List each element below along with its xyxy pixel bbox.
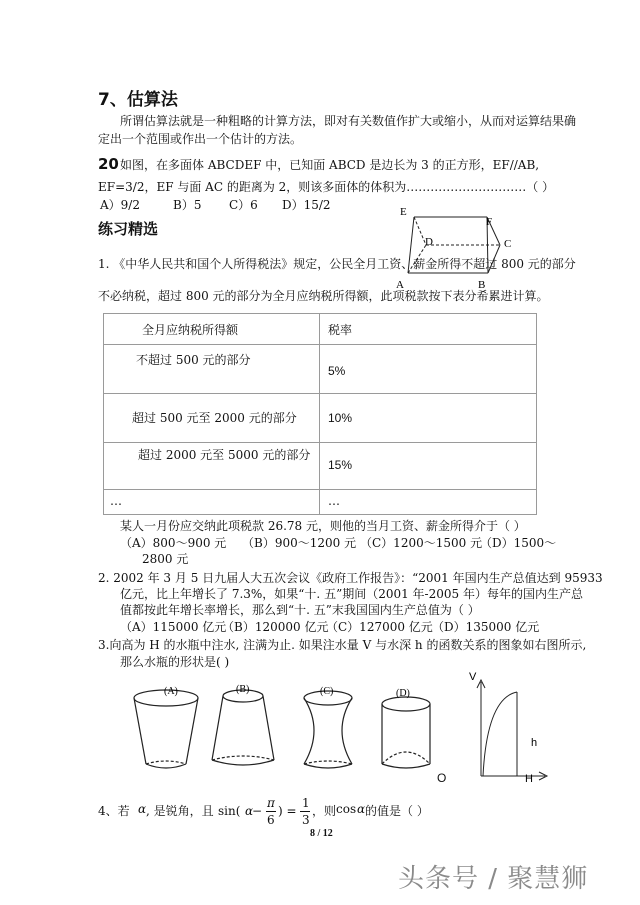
q4-mid: , 是锐角，且 bbox=[146, 804, 214, 818]
q1-line-3: 某人一月份应交纳此项税款 26.78 元，则他的当月工资、薪金所得介于（ ） bbox=[120, 519, 526, 533]
label-a: A bbox=[396, 279, 404, 291]
graph-label-H: H bbox=[525, 773, 533, 785]
section-title: 7、估算法 bbox=[98, 90, 178, 110]
graph-label-v: V bbox=[469, 671, 477, 683]
q4-alpha-2: α bbox=[245, 804, 254, 818]
example-option-b: B）5 bbox=[173, 198, 202, 212]
polyhedron-figure bbox=[392, 203, 522, 291]
q4-pi: π bbox=[267, 796, 275, 810]
q4-sin: sin( bbox=[218, 804, 241, 818]
q4-prefix: 4、若 bbox=[98, 804, 130, 818]
table-row bbox=[104, 490, 537, 515]
table-row bbox=[104, 443, 537, 490]
q2-line-3: 值都按此年增长率增长，那么到“十. 五”末我国国内生产总值为（ ） bbox=[120, 603, 480, 617]
q4-six: 6 bbox=[267, 813, 275, 827]
choice-d-label: (D) bbox=[396, 688, 410, 699]
q1-option-d-cont: 2800 元 bbox=[142, 552, 189, 566]
label-d: D bbox=[425, 236, 433, 248]
bottle-shapes-figure bbox=[128, 680, 458, 780]
table-row bbox=[104, 394, 537, 443]
intro-line-1: 所谓估算法就是一种粗略的计算方法，即对有关数值作扩大或缩小，从而对运算结果确 bbox=[120, 114, 577, 128]
table-row bbox=[104, 345, 537, 394]
q4-close: ) = bbox=[278, 804, 297, 818]
row3-rate: 15% bbox=[328, 458, 353, 472]
label-c: C bbox=[504, 238, 512, 250]
q4-cos: cos bbox=[336, 802, 357, 816]
volume-depth-graph bbox=[455, 668, 555, 788]
q2-option-c: （C）127000 亿元 bbox=[326, 620, 433, 634]
q1-option-b: （B）900～1200 元 bbox=[242, 536, 357, 550]
graph-label-h: h bbox=[531, 737, 538, 749]
q1-option-d: （D）1500～ bbox=[480, 536, 557, 550]
choice-a-label: (A) bbox=[164, 686, 178, 697]
choice-c-label: (C) bbox=[320, 686, 334, 697]
choice-b-label: (B) bbox=[236, 684, 250, 695]
q2-option-a: （A）115000 亿元 bbox=[120, 620, 227, 634]
example-option-c: C）6 bbox=[229, 198, 258, 212]
table-header-row bbox=[104, 314, 537, 345]
label-b: B bbox=[478, 279, 486, 291]
intro-line-2: 定出一个范围或作出一个估计的方法。 bbox=[98, 132, 303, 146]
example-option-a: A）9/2 bbox=[100, 198, 140, 212]
q1-option-c: （C）1200～1500 元 bbox=[360, 536, 483, 550]
q4-tail: 的值是（ ） bbox=[365, 804, 429, 818]
q4-minus: − bbox=[252, 804, 263, 818]
q1-line-1: 1. 《中华人民共和国个人所得税法》规定，公民全月工资、薪金所得不超过 800 元的部分 bbox=[98, 257, 576, 271]
row4-income: … bbox=[110, 494, 122, 508]
q2-line-2: 亿元，比上年增长了 7.3%，如果“十. 五”期间（2001 年-2005 年）每年的国内生产总 bbox=[120, 587, 583, 601]
bottle-a bbox=[134, 690, 198, 768]
practice-title: 练习精选 bbox=[98, 220, 159, 238]
row3-income: 超过 2000 元至 5000 元的部分 bbox=[138, 448, 311, 462]
header-income: 全月应纳税所得额 bbox=[142, 323, 239, 337]
origin-label: O bbox=[437, 771, 447, 785]
q2-line-1: 2. 2002 年 3 月 5 日九届人大五次会议《政府工作报告》：“2001 年国内生产总值达到 95933 bbox=[98, 571, 603, 585]
label-e: E bbox=[400, 206, 407, 218]
q4-frac-bar-2 bbox=[300, 811, 310, 812]
example-line-1: 如图，在多面体 ABCDEF 中，已知面 ABCD 是边长为 3 的正方形，EF//AB, bbox=[120, 158, 540, 172]
q2-option-d: （D）135000 亿元 bbox=[432, 620, 540, 634]
row2-income: 超过 500 元至 2000 元的部分 bbox=[132, 411, 297, 425]
q4-three: 3 bbox=[302, 813, 310, 827]
q4-then: ，则 bbox=[312, 804, 337, 818]
row1-income: 不超过 500 元的部分 bbox=[136, 353, 251, 367]
example-number: 20 bbox=[98, 155, 119, 173]
label-f: F bbox=[486, 216, 493, 228]
tax-table bbox=[103, 313, 537, 515]
q1-line-2: 不必纳税，超过 800 元的部分为全月应纳税所得额，此项税款按下表分希累进计算。 bbox=[98, 289, 549, 303]
example-option-d: D）15/2 bbox=[282, 198, 331, 212]
watermark: 头条号 / 聚慧狮 bbox=[398, 864, 589, 894]
example-line-2: EF=3/2，EF 与面 AC 的距离为 2，则该多面体的体积为…………………………（ ） bbox=[98, 180, 555, 194]
bottle-b bbox=[212, 690, 274, 765]
q4-alpha: α bbox=[138, 802, 147, 816]
page-number: 8 / 12 bbox=[310, 828, 333, 839]
q3-line-1: 3.向高为 H 的水瓶中注水, 注满为止. 如果注水量 V 与水深 h 的函数关系的图象如右图所示, bbox=[98, 638, 587, 652]
q4-alpha-3: α bbox=[357, 802, 366, 816]
q3-line-2: 那么水瓶的形状是( ) bbox=[120, 655, 230, 669]
q4-frac-bar-1 bbox=[266, 811, 276, 812]
row2-rate: 10% bbox=[328, 411, 353, 425]
header-rate: 税率 bbox=[328, 323, 353, 337]
bottle-d bbox=[382, 697, 430, 768]
q2-option-b: （B）120000 亿元 bbox=[222, 620, 329, 634]
bottle-c bbox=[304, 691, 352, 768]
row4-rate: … bbox=[328, 494, 340, 508]
q1-option-a: （A）800～900 元 bbox=[120, 536, 227, 550]
q4-one: 1 bbox=[302, 796, 310, 810]
row1-rate: 5% bbox=[328, 364, 346, 378]
